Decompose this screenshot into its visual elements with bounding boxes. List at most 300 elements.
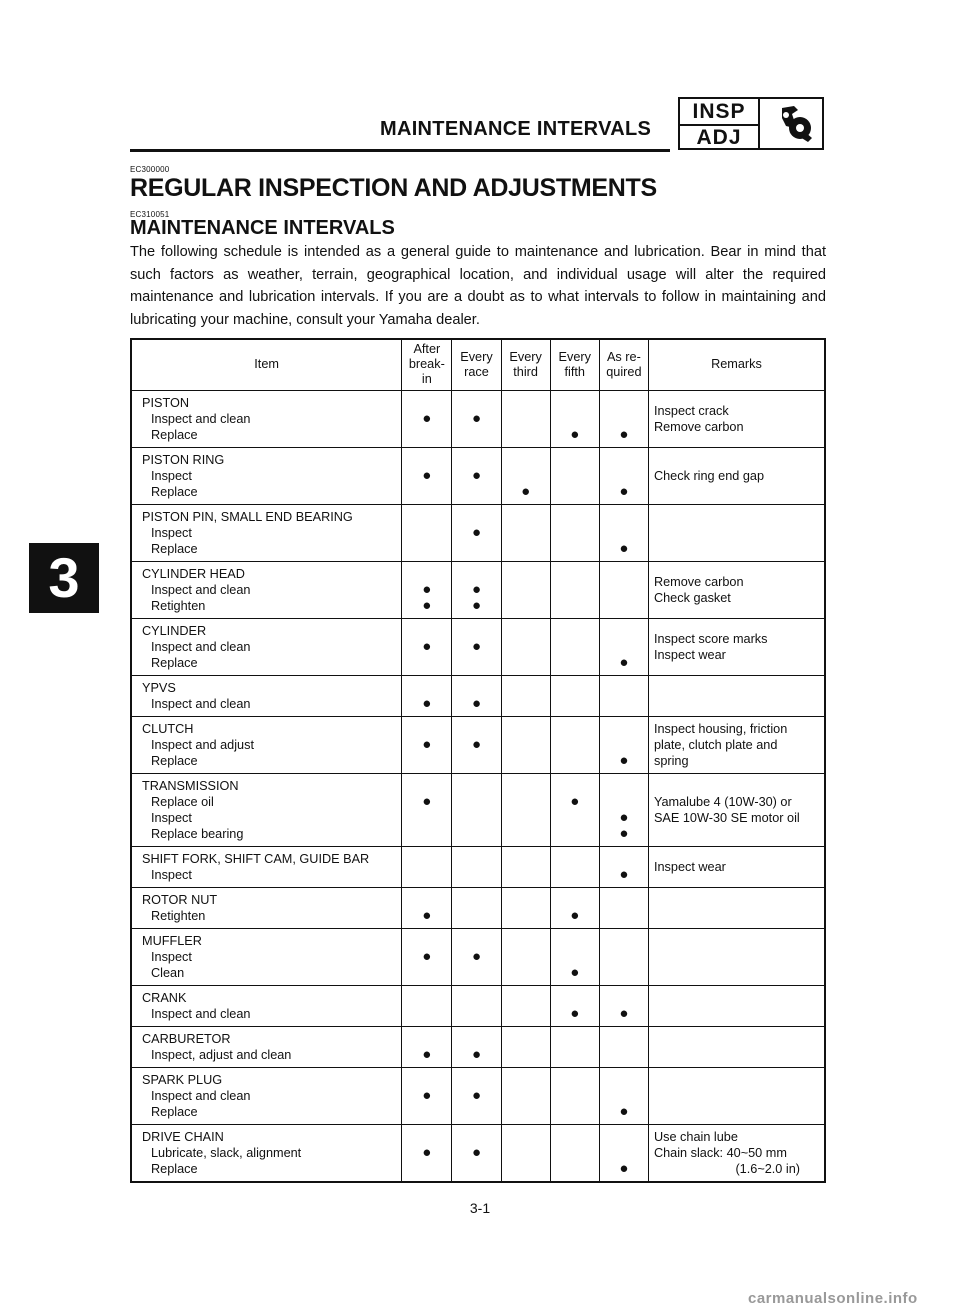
item-task: Inspect, adjust and clean	[151, 1047, 292, 1062]
mark-dot: ●	[422, 792, 432, 810]
page-heading: REGULAR INSPECTION AND ADJUSTMENTS	[130, 174, 657, 202]
mark-empty	[402, 1006, 451, 1022]
header-every-fifth: Every fifth	[550, 339, 599, 390]
remarks-cell	[648, 846, 825, 887]
interval-cell	[599, 716, 648, 773]
item-cell	[131, 1124, 402, 1182]
mark-dot: ●	[619, 653, 629, 671]
mark-dot: ●	[422, 1045, 432, 1063]
item-cell	[131, 1026, 402, 1067]
table-row	[131, 716, 825, 773]
remark-line: Inspect crack	[653, 403, 729, 418]
interval-cell	[599, 1067, 648, 1124]
intro-paragraph: The following schedule is intended as a general guide to maintenance and lubrication. Bear in mind that such factors as weather, terrain, geographical location, and individual usage will alter the required maintenance and lubrication intervals. If you are a doubt as to what intervals to follow in maintaining and lubricating your machine, consult your Yamaha dealer.	[130, 244, 826, 328]
header-as-required: As re- quired	[599, 339, 648, 390]
mark-empty	[502, 525, 550, 541]
interval-cell	[402, 618, 452, 675]
mark-empty	[600, 949, 648, 965]
item-title: SPARK PLUG	[142, 1072, 223, 1087]
mark-empty	[402, 867, 451, 883]
interval-cell	[501, 887, 550, 928]
item-task: Inspect and clean	[151, 582, 251, 597]
mark-empty	[551, 753, 599, 769]
interval-cell	[402, 887, 452, 928]
interval-cell	[402, 390, 452, 447]
item-task: Replace	[151, 1161, 198, 1176]
interval-cell	[402, 1124, 452, 1182]
mark-dot: ●	[471, 735, 481, 753]
mark-empty	[452, 810, 500, 826]
item-cell	[131, 846, 402, 887]
header-break-in: After break- in	[402, 339, 452, 390]
interval-cell	[550, 887, 599, 928]
mark-empty	[600, 582, 648, 598]
mark-empty	[502, 867, 550, 883]
page-number: 3-1	[469, 1200, 491, 1216]
mark-empty	[551, 867, 599, 883]
subsection-code: EC310051	[130, 210, 170, 219]
interval-cell	[599, 887, 648, 928]
mark-dot: ●	[471, 1045, 481, 1063]
mark-dot: ●	[422, 906, 432, 924]
section-heading: MAINTENANCE INTERVALS	[130, 217, 395, 239]
table-row	[131, 846, 825, 887]
mark-dot: ●	[570, 1004, 580, 1022]
interval-cell	[452, 675, 501, 716]
mark-dot: ●	[471, 947, 481, 965]
badge-divider	[758, 99, 760, 148]
interval-cell	[550, 928, 599, 985]
header-item: Item	[131, 339, 402, 390]
header-rule	[130, 149, 670, 152]
interval-cell	[550, 618, 599, 675]
item-task: Clean	[151, 965, 185, 980]
mark-empty	[600, 737, 648, 753]
item-cell	[131, 390, 402, 447]
mark-empty	[551, 582, 599, 598]
chapter-tab: 3	[29, 543, 99, 613]
item-task: Inspect and clean	[151, 1006, 251, 1021]
remark-line: Use chain lube	[653, 1129, 738, 1144]
mark-dot: ●	[471, 580, 481, 598]
table-row	[131, 887, 825, 928]
interval-cell	[599, 985, 648, 1026]
interval-cell	[452, 773, 501, 846]
remarks-cell	[648, 390, 825, 447]
mark-dot: ●	[422, 466, 432, 484]
item-cell	[131, 773, 402, 846]
item-task: Replace	[151, 427, 198, 442]
interval-cell	[501, 773, 550, 846]
mark-dot: ●	[422, 735, 432, 753]
mark-empty	[551, 541, 599, 557]
interval-cell	[452, 846, 501, 887]
mark-empty	[600, 794, 648, 810]
maintenance-table	[130, 338, 826, 1183]
mark-dot: ●	[570, 792, 580, 810]
mark-empty	[452, 1161, 500, 1177]
mark-empty	[600, 598, 648, 614]
item-title: CARBURETOR	[142, 1031, 231, 1046]
mark-empty	[402, 484, 451, 500]
item-task: Inspect	[151, 468, 192, 483]
item-cell	[131, 928, 402, 985]
item-title: YPVS	[142, 680, 176, 695]
mark-dot: ●	[422, 947, 432, 965]
interval-cell	[599, 561, 648, 618]
table-row	[131, 447, 825, 504]
mark-empty	[600, 696, 648, 712]
mark-dot: ●	[619, 865, 629, 883]
table-row	[131, 773, 825, 846]
mark-empty	[502, 1047, 550, 1063]
mark-dot: ●	[422, 1086, 432, 1104]
remark-line: Inspect housing, friction	[653, 721, 788, 736]
mark-empty	[402, 427, 451, 443]
interval-cell	[501, 504, 550, 561]
header-every-race: Every race	[452, 339, 501, 390]
table-header-row	[131, 339, 825, 390]
interval-cell	[599, 846, 648, 887]
interval-cell	[501, 846, 550, 887]
remark-line: Remove carbon	[653, 574, 744, 589]
mark-empty	[452, 908, 500, 924]
mark-empty	[551, 1047, 599, 1063]
mark-empty	[452, 541, 500, 557]
mark-empty	[452, 867, 500, 883]
mark-empty	[551, 1088, 599, 1104]
item-task: Inspect	[151, 810, 192, 825]
section-code: EC300000	[130, 165, 170, 174]
remark-line: Check ring end gap	[653, 468, 764, 483]
interval-cell	[402, 447, 452, 504]
item-task: Inspect and clean	[151, 411, 251, 426]
mark-empty	[600, 1088, 648, 1104]
item-cell	[131, 447, 402, 504]
mark-dot: ●	[422, 596, 432, 614]
item-cell	[131, 561, 402, 618]
interval-cell	[501, 1067, 550, 1124]
mark-empty	[452, 826, 500, 842]
item-task: Replace	[151, 484, 198, 499]
table-row	[131, 618, 825, 675]
table-row	[131, 985, 825, 1026]
interval-cell	[599, 618, 648, 675]
item-title: PISTON PIN, SMALL END BEARING	[142, 509, 353, 524]
item-task: Inspect	[151, 525, 192, 540]
item-task: Replace	[151, 655, 198, 670]
interval-cell	[402, 1026, 452, 1067]
mark-empty	[551, 639, 599, 655]
interval-cell	[501, 716, 550, 773]
interval-cell	[452, 928, 501, 985]
mark-empty	[452, 484, 500, 500]
mark-empty	[551, 949, 599, 965]
interval-cell	[402, 675, 452, 716]
mark-dot: ●	[471, 1086, 481, 1104]
item-task: Retighten	[151, 598, 206, 613]
mark-empty	[551, 468, 599, 484]
item-task: Inspect and adjust	[151, 737, 254, 752]
mark-empty	[502, 794, 550, 810]
badge-bottom-text: ADJ	[696, 126, 742, 149]
mark-empty	[502, 696, 550, 712]
mark-dot: ●	[619, 808, 629, 826]
interval-cell	[402, 846, 452, 887]
interval-cell	[501, 561, 550, 618]
mark-dot: ●	[471, 1143, 481, 1161]
mark-dot: ●	[422, 580, 432, 598]
interval-cell	[599, 773, 648, 846]
mark-empty	[402, 1161, 451, 1177]
interval-cell	[550, 773, 599, 846]
mark-empty	[551, 1161, 599, 1177]
item-task: Replace	[151, 1104, 198, 1119]
interval-cell	[599, 447, 648, 504]
item-title: PISTON RING	[142, 452, 225, 467]
interval-cell	[599, 1026, 648, 1067]
remarks-cell	[648, 1067, 825, 1124]
remark-line: Chain slack: 40~50 mm	[653, 1145, 787, 1160]
mark-empty	[502, 582, 550, 598]
remark-line: spring	[653, 753, 689, 768]
remarks-cell	[648, 1124, 825, 1182]
remark-line: Inspect score marks	[653, 631, 768, 646]
table-row	[131, 504, 825, 561]
mark-empty	[502, 468, 550, 484]
remark-line: (1.6~2.0 in)	[735, 1161, 800, 1176]
header-title: MAINTENANCE INTERVALS	[380, 118, 652, 140]
mark-empty	[551, 1145, 599, 1161]
mark-empty	[551, 826, 599, 842]
item-task: Replace	[151, 541, 198, 556]
mark-empty	[402, 525, 451, 541]
mark-empty	[402, 810, 451, 826]
mark-empty	[452, 1006, 500, 1022]
item-task: Inspect and clean	[151, 1088, 251, 1103]
interval-cell	[550, 1067, 599, 1124]
item-title: SHIFT FORK, SHIFT CAM, GUIDE BAR	[142, 851, 370, 866]
mark-empty	[502, 965, 550, 981]
interval-cell	[599, 504, 648, 561]
mark-empty	[502, 1088, 550, 1104]
item-cell	[131, 716, 402, 773]
mark-dot: ●	[471, 637, 481, 655]
item-title: CYLINDER HEAD	[142, 566, 245, 581]
mark-empty	[502, 810, 550, 826]
interval-cell	[452, 1124, 501, 1182]
item-title: TRANSMISSION	[142, 778, 239, 793]
table-row	[131, 928, 825, 985]
mark-empty	[502, 411, 550, 427]
item-cell	[131, 1067, 402, 1124]
mark-dot: ●	[422, 409, 432, 427]
mark-dot: ●	[471, 466, 481, 484]
mark-dot: ●	[471, 409, 481, 427]
mark-dot: ●	[619, 824, 629, 842]
interval-cell	[452, 390, 501, 447]
mark-dot: ●	[619, 482, 629, 500]
remarks-cell	[648, 561, 825, 618]
table-row	[131, 675, 825, 716]
interval-cell	[402, 928, 452, 985]
item-title: DRIVE CHAIN	[142, 1129, 224, 1144]
mark-dot: ●	[619, 1159, 629, 1177]
mark-empty	[502, 598, 550, 614]
mark-empty	[551, 598, 599, 614]
mark-empty	[502, 655, 550, 671]
mark-empty	[502, 1161, 550, 1177]
item-cell	[131, 618, 402, 675]
mark-dot: ●	[471, 596, 481, 614]
interval-cell	[452, 887, 501, 928]
item-cell	[131, 985, 402, 1026]
interval-cell	[599, 675, 648, 716]
mark-dot: ●	[471, 694, 481, 712]
interval-cell	[501, 985, 550, 1026]
mark-empty	[402, 1104, 451, 1120]
mark-empty	[502, 737, 550, 753]
mark-empty	[452, 965, 500, 981]
mark-empty	[551, 810, 599, 826]
item-task: Lubricate, slack, alignment	[151, 1145, 302, 1160]
interval-cell	[550, 716, 599, 773]
remark-line: Yamalube 4 (10W-30) or	[653, 794, 792, 809]
mark-dot: ●	[471, 523, 481, 541]
item-task: Inspect	[151, 867, 192, 882]
table-row	[131, 1026, 825, 1067]
mark-dot: ●	[422, 1143, 432, 1161]
interval-cell	[550, 561, 599, 618]
item-task: Retighten	[151, 908, 206, 923]
mark-empty	[502, 826, 550, 842]
mark-empty	[402, 541, 451, 557]
mark-empty	[502, 753, 550, 769]
wrench-gear-icon	[768, 102, 818, 146]
mark-empty	[402, 753, 451, 769]
remarks-cell	[648, 675, 825, 716]
interval-cell	[599, 928, 648, 985]
remarks-cell	[648, 985, 825, 1026]
item-cell	[131, 675, 402, 716]
remark-line: Inspect wear	[653, 647, 726, 662]
interval-cell	[452, 447, 501, 504]
remark-line: SAE 10W-30 SE motor oil	[653, 810, 800, 825]
remark-line: Inspect wear	[653, 859, 726, 874]
remark-line: Remove carbon	[653, 419, 744, 434]
mark-empty	[502, 949, 550, 965]
mark-dot: ●	[619, 539, 629, 557]
mark-dot: ●	[570, 963, 580, 981]
interval-cell	[550, 1026, 599, 1067]
mark-dot: ●	[619, 425, 629, 443]
mark-empty	[551, 525, 599, 541]
mark-empty	[502, 1006, 550, 1022]
remarks-cell	[648, 447, 825, 504]
badge-top-text: INSP	[680, 99, 758, 126]
mark-empty	[502, 541, 550, 557]
mark-empty	[600, 468, 648, 484]
interval-cell	[402, 561, 452, 618]
interval-cell	[501, 390, 550, 447]
mark-empty	[600, 525, 648, 541]
item-title: CLUTCH	[142, 721, 194, 736]
mark-empty	[551, 737, 599, 753]
remark-line: plate, clutch plate and	[653, 737, 778, 752]
interval-cell	[501, 1026, 550, 1067]
mark-dot: ●	[619, 1004, 629, 1022]
table-row	[131, 561, 825, 618]
mark-empty	[502, 1145, 550, 1161]
interval-cell	[501, 447, 550, 504]
mark-dot: ●	[619, 1102, 629, 1120]
item-task: Inspect and clean	[151, 639, 251, 654]
mark-empty	[551, 1104, 599, 1120]
item-cell	[131, 887, 402, 928]
mark-empty	[452, 655, 500, 671]
interval-cell	[550, 1124, 599, 1182]
mark-dot: ●	[619, 751, 629, 769]
interval-cell	[452, 1067, 501, 1124]
interval-cell	[550, 846, 599, 887]
mark-dot: ●	[570, 906, 580, 924]
interval-cell	[550, 447, 599, 504]
table-row	[131, 1067, 825, 1124]
mark-empty	[402, 965, 451, 981]
mark-empty	[452, 753, 500, 769]
interval-cell	[550, 504, 599, 561]
interval-cell	[550, 675, 599, 716]
interval-cell	[452, 618, 501, 675]
remarks-cell	[648, 1026, 825, 1067]
footer-watermark: carmanualsonline.info	[748, 1290, 918, 1307]
mark-empty	[600, 1145, 648, 1161]
item-task: Replace oil	[151, 794, 214, 809]
item-task: Replace bearing	[151, 826, 244, 841]
mark-empty	[452, 427, 500, 443]
mark-empty	[402, 655, 451, 671]
interval-cell	[452, 504, 501, 561]
mark-empty	[502, 639, 550, 655]
remarks-cell	[648, 618, 825, 675]
header-remarks: Remarks	[648, 339, 825, 390]
item-title: CYLINDER	[142, 623, 207, 638]
item-task: Inspect	[151, 949, 192, 964]
insp-adj-badge	[678, 97, 824, 150]
interval-cell	[402, 716, 452, 773]
interval-cell	[402, 985, 452, 1026]
interval-cell	[599, 390, 648, 447]
item-title: PISTON	[142, 395, 190, 410]
interval-cell	[501, 1124, 550, 1182]
remarks-cell	[648, 716, 825, 773]
item-title: ROTOR NUT	[142, 892, 218, 907]
interval-cell	[452, 1026, 501, 1067]
item-task: Inspect and clean	[151, 696, 251, 711]
mark-empty	[600, 1047, 648, 1063]
interval-cell	[550, 985, 599, 1026]
interval-cell	[501, 618, 550, 675]
mark-empty	[551, 484, 599, 500]
mark-empty	[600, 965, 648, 981]
mark-empty	[551, 655, 599, 671]
mark-empty	[600, 411, 648, 427]
item-title: MUFFLER	[142, 933, 202, 948]
mark-dot: ●	[521, 482, 531, 500]
interval-cell	[501, 928, 550, 985]
item-cell	[131, 504, 402, 561]
mark-empty	[452, 1104, 500, 1120]
